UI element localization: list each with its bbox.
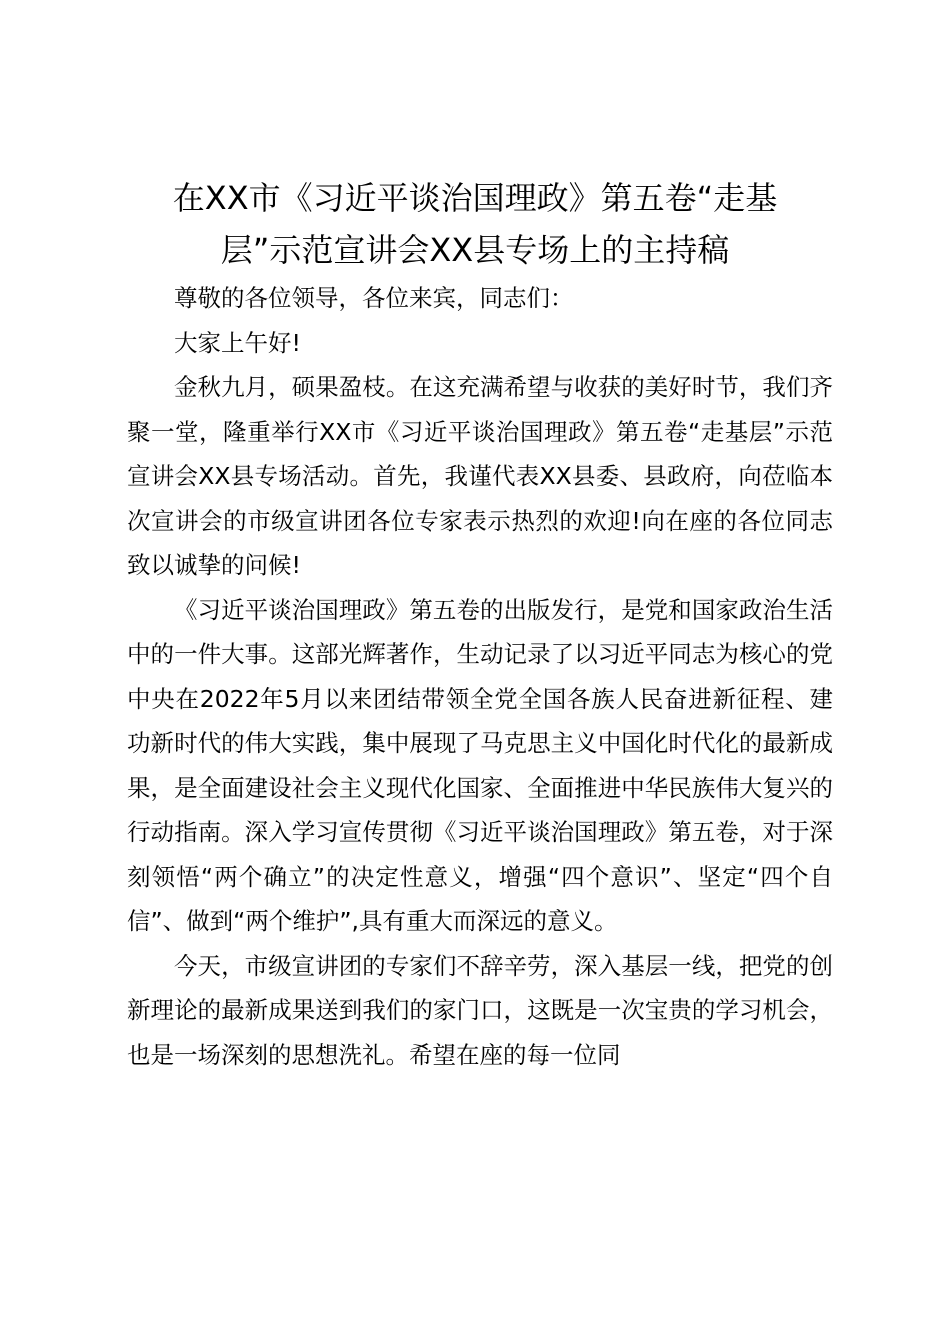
document-title-line-1: 在XX市《习近平谈治国理政》第五卷“走基: [172, 179, 778, 217]
closing-paragraph: 今天，市级宣讲团的专家们不辞辛劳，深入基层一线，把党的创新理论的最新成果送到我们的家门口，这既是一次宝贵的学习机会，也是一场深刻的思想洗礼。希望在座的每一位同: [127, 951, 833, 1069]
greeting-paragraph: 大家上午好!: [174, 328, 301, 357]
document-title-line-2: 层”示范宣讲会XX县专场上的主持稿: [220, 231, 730, 269]
salutation-paragraph: 尊敬的各位领导，各位来宾，同志们：: [174, 284, 574, 312]
document-body: [127, 276, 833, 1077]
book-significance-paragraph: 《习近平谈治国理政》第五卷的出版发行，是党和国家政治生活中的一件大事。这部光辉著作，生动记录了以习近平同志为核心的党中央在2022年5月以来团结带领全党全国各族人民奋进新征程、建功新时代的伟大实践，集中展现了马克思主义中国化时代化的最新成果，是全面建设社会主义现代化国家、全面推进中华民族伟大复兴的行动指南。深入学习宣传贯彻《习近平谈治国理政》第五卷，对于深刻领悟“两个确立”的决定性意义，增强“四个意识”、坚定“四个自信”、做到“两个维护”,具有重大而深远的意义。: [127, 595, 833, 935]
opening-paragraph: 金秋九月，硕果盈枝。在这充满希望与收获的美好时节，我们齐聚一堂，隆重举行XX市《习近平谈治国理政》第五卷“走基层”示范宣讲会XX县专场活动。首先，我谨代表XX县委、县政府，向莅临本次宣讲会的市级宣讲团各位专家表示热烈的欢迎!向在座的各位同志致以诚挚的问候!: [127, 373, 833, 579]
